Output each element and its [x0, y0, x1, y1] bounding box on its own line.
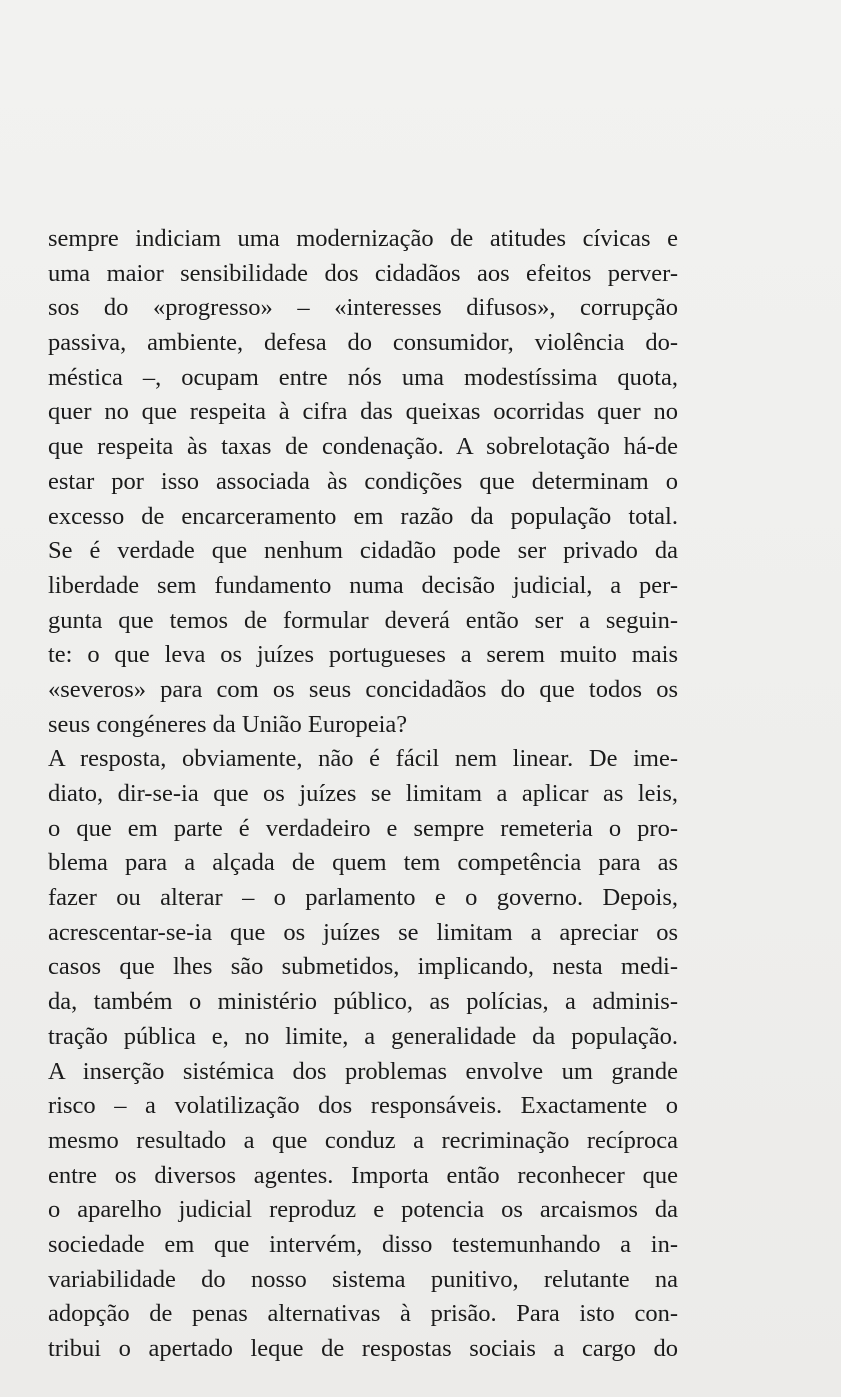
- text-line: adopção de penas alternativas à prisão. Para isto con-: [48, 1300, 678, 1328]
- text-line: o aparelho judicial reproduz e potencia os arcaismos da: [48, 1196, 678, 1224]
- text-line: entre os diversos agentes. Importa então reconhecer que: [48, 1161, 678, 1189]
- text-line: seus congéneres da União Europeia?: [48, 710, 408, 738]
- text-line: tração pública e, no limite, a generalidade da população.: [48, 1022, 678, 1050]
- text-line: acrescentar-se-ia que os juízes se limitam a apreciar os: [48, 918, 678, 946]
- text-line: o que em parte é verdadeiro e sempre remeteria o pro-: [48, 814, 678, 842]
- text-line: casos que lhes são submetidos, implicando, nesta medi-: [48, 953, 678, 981]
- text-line: Se é verdade que nenhum cidadão pode ser privado da: [48, 537, 678, 565]
- text-line: uma maior sensibilidade dos cidadãos aos efeitos perver-: [48, 259, 678, 287]
- text-line: variabilidade do nosso sistema punitivo, relutante na: [48, 1265, 678, 1293]
- text-line: diato, dir-se-ia que os juízes se limitam a aplicar as leis,: [48, 780, 678, 807]
- text-line: blema para a alçada de quem tem competência para as: [48, 849, 678, 877]
- text-line: excesso de encarceramento em razão da população total.: [48, 502, 678, 530]
- text-line: te: o que leva os juízes portugueses a serem muito mais: [48, 641, 678, 669]
- text-line: da, também o ministério público, as polícias, a adminis-: [48, 988, 678, 1016]
- text-line: sempre indiciam uma modernização de atitudes cívicas e: [48, 225, 678, 252]
- text-line: passiva, ambiente, defesa do consumidor, violência do-: [48, 329, 678, 357]
- text-line: sos do «progresso» – «interesses difusos», corrupção: [48, 294, 678, 322]
- text-line: sociedade em que intervém, disso testemunhando a in-: [48, 1230, 678, 1258]
- text-line: liberdade sem fundamento numa decisão judicial, a per-: [48, 571, 678, 599]
- text-line: «severos» para com os seus concidadãos do que todos os: [48, 675, 678, 703]
- text-line: que respeita às taxas de condenação. A sobrelotação há-de: [48, 433, 678, 461]
- text-line: tribui o apertado leque de respostas sociais a cargo do: [48, 1335, 678, 1362]
- text-line: risco – a volatilização dos responsáveis. Exactamente o: [48, 1092, 678, 1120]
- text-line: estar por isso associada às condições que determinam o: [48, 467, 678, 495]
- text-line: gunta que temos de formular deverá então ser a seguin-: [48, 606, 678, 634]
- text-line: A resposta, obviamente, não é fácil nem linear. De ime-: [48, 745, 678, 773]
- text-line: quer no que respeita à cifra das queixas ocorridas quer no: [48, 398, 678, 426]
- text-line: mesmo resultado a que conduz a recriminação recíproca: [48, 1126, 678, 1154]
- text-line: A inserção sistémica dos problemas envolve um grande: [48, 1057, 678, 1085]
- body-text: [48, 222, 678, 1367]
- text-line: fazer ou alterar – o parlamento e o governo. Depois,: [48, 884, 678, 912]
- text-line: méstica –, ocupam entre nós uma modestíssima quota,: [48, 363, 678, 391]
